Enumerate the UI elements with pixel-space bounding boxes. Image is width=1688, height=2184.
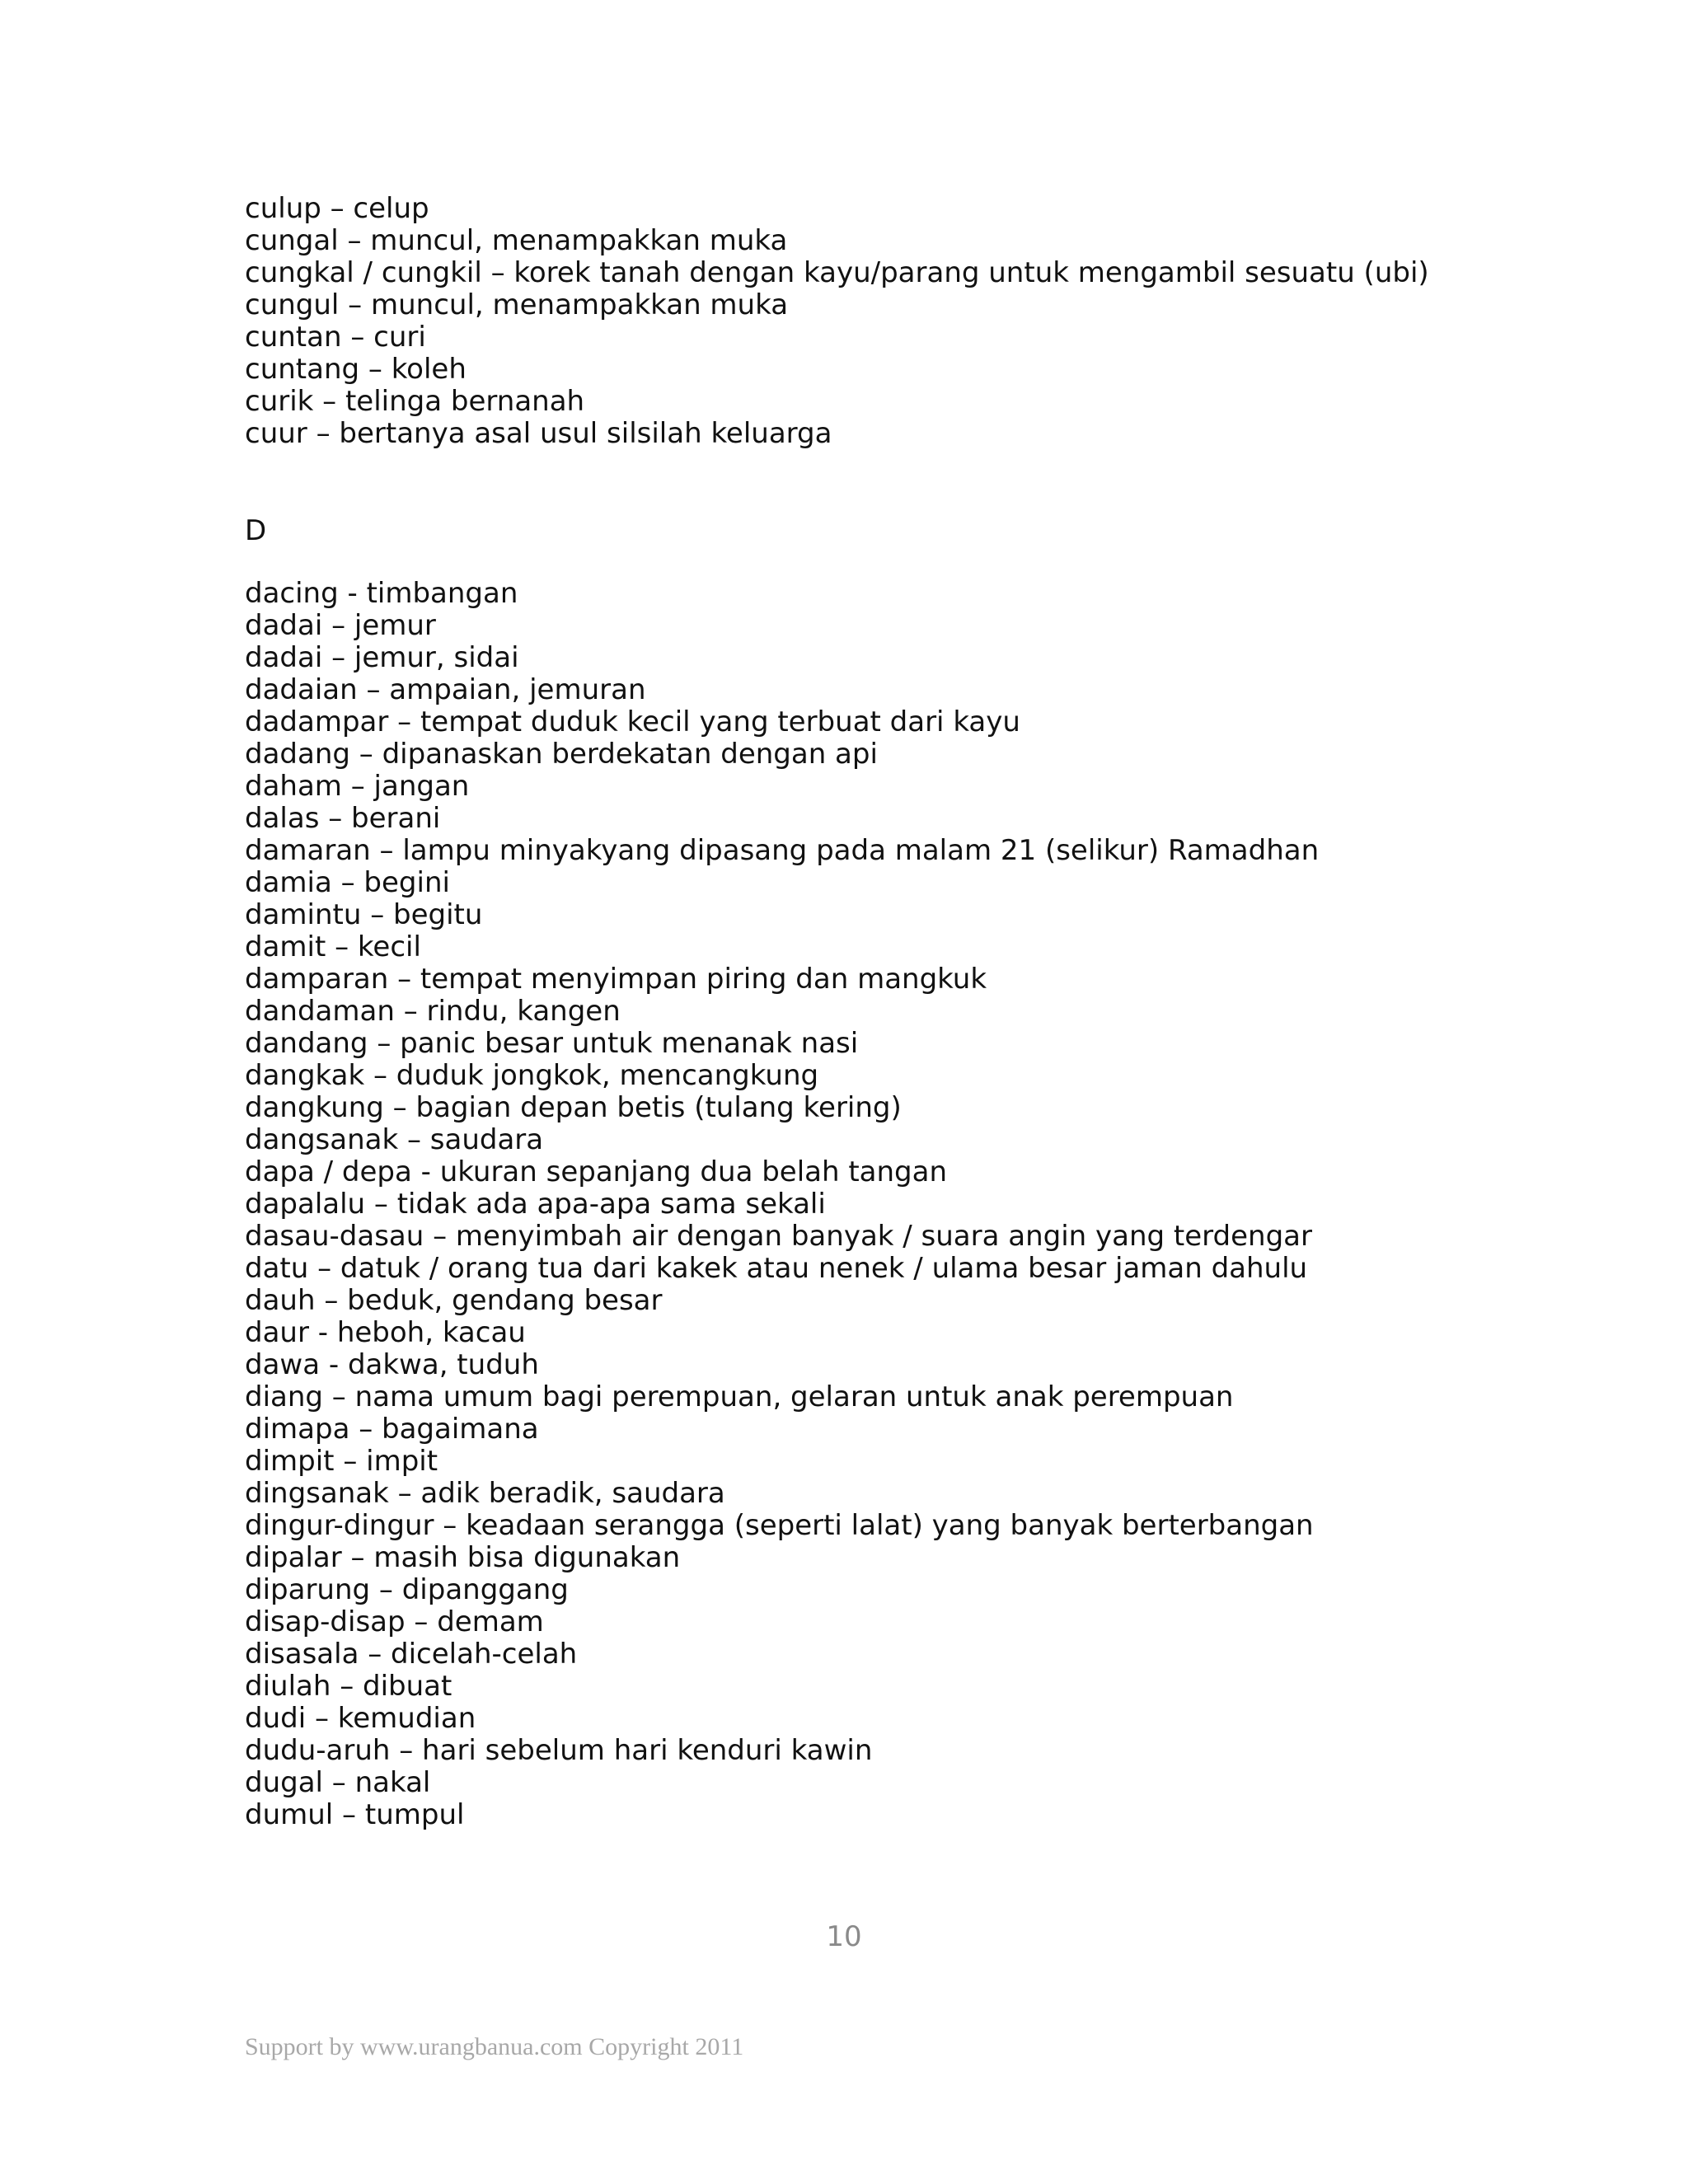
dictionary-entry: culup – celup [245, 192, 429, 225]
dictionary-entry: dugal – nakal [245, 1766, 431, 1799]
dictionary-entry: damaran – lampu minyakyang dipasang pada malam 21 (selikur) Ramadhan [245, 834, 1320, 867]
dictionary-entry: diparung – dipanggang [245, 1573, 569, 1606]
dictionary-entry: dadang – dipanaskan berdekatan dengan api [245, 738, 878, 771]
dictionary-entry: dudi – kemudian [245, 1702, 476, 1735]
dictionary-entry: dingur-dingur – keadaan serangga (seperti lalat) yang banyak berterbangan [245, 1509, 1314, 1542]
dictionary-entry: dalas – berani [245, 802, 441, 835]
dictionary-entry: dapa / depa - ukuran sepanjang dua belah tangan [245, 1155, 948, 1188]
dictionary-entry: dacing - timbangan [245, 577, 518, 610]
dictionary-entry: dandang – panic besar untuk menanak nasi [245, 1027, 859, 1060]
dictionary-entry: dasau-dasau – menyimbah air dengan banyak / suara angin yang terdengar [245, 1220, 1312, 1253]
dictionary-entry: cuur – bertanya asal usul silsilah keluarga [245, 417, 832, 450]
dictionary-entry: dipalar – masih bisa digunakan [245, 1541, 681, 1574]
dictionary-entry: damia – begini [245, 866, 450, 899]
dictionary-entry: disasala – dicelah-celah [245, 1638, 578, 1671]
dictionary-entry: dadaian – ampaian, jemuran [245, 673, 646, 706]
dictionary-entry: diulah – dibuat [245, 1670, 452, 1703]
dictionary-entry: daham – jangan [245, 770, 470, 803]
dictionary-entry: dadai – jemur [245, 609, 436, 642]
dictionary-entry: cungkal / cungkil – korek tanah dengan kayu/parang untuk mengambil sesuatu (ubi) [245, 256, 1429, 289]
dictionary-entry: dimpit – impit [245, 1445, 438, 1478]
dictionary-entry: dangkung – bagian depan betis (tulang kering) [245, 1091, 902, 1124]
dictionary-entry: dimapa – bagaimana [245, 1413, 539, 1446]
entry-list-d [245, 578, 1319, 1831]
dictionary-entry: curik – telinga bernanah [245, 385, 585, 418]
dictionary-entry: dangsanak – saudara [245, 1123, 544, 1156]
dictionary-entry: dingsanak – adik beradik, saudara [245, 1477, 725, 1510]
dictionary-entry: dauh – beduk, gendang besar [245, 1284, 663, 1317]
dictionary-entry: diang – nama umum bagi perempuan, gelaran untuk anak perempuan [245, 1380, 1234, 1413]
dictionary-entry: cuntan – curi [245, 321, 426, 354]
dictionary-entry: damit – kecil [245, 930, 421, 963]
dictionary-entry: damintu – begitu [245, 898, 483, 931]
dictionary-entry: disap-disap – demam [245, 1605, 544, 1638]
section-heading-d: D [245, 514, 267, 547]
dictionary-entry: daur - heboh, kacau [245, 1316, 526, 1349]
dictionary-entry: datu – datuk / orang tua dari kakek atau nenek / ulama besar jaman dahulu [245, 1252, 1308, 1285]
entry-list-c [245, 193, 1429, 450]
page-number: 10 [826, 1920, 862, 1953]
dictionary-entry: dadai – jemur, sidai [245, 641, 519, 674]
dictionary-entry: dapalalu – tidak ada apa-apa sama sekali [245, 1188, 826, 1221]
dictionary-entry: damparan – tempat menyimpan piring dan mangkuk [245, 963, 987, 996]
dictionary-entry: cuntang – koleh [245, 353, 467, 386]
dictionary-entry: cungal – muncul, menampakkan muka [245, 224, 788, 257]
dictionary-entry: dadampar – tempat duduk kecil yang terbuat dari kayu [245, 705, 1020, 738]
dictionary-entry: dumul – tumpul [245, 1798, 465, 1831]
dictionary-entry: cungul – muncul, menampakkan muka [245, 288, 789, 321]
dictionary-entry: dudu-aruh – hari sebelum hari kenduri kawin [245, 1734, 873, 1767]
dictionary-entry: dandaman – rindu, kangen [245, 995, 621, 1028]
dictionary-entry: dawa - dakwa, tuduh [245, 1348, 539, 1381]
footer-copyright: Support by www.urangbanua.com Copyright 2011 [245, 2033, 744, 2060]
dictionary-entry: dangkak – duduk jongkok, mencangkung [245, 1059, 819, 1092]
